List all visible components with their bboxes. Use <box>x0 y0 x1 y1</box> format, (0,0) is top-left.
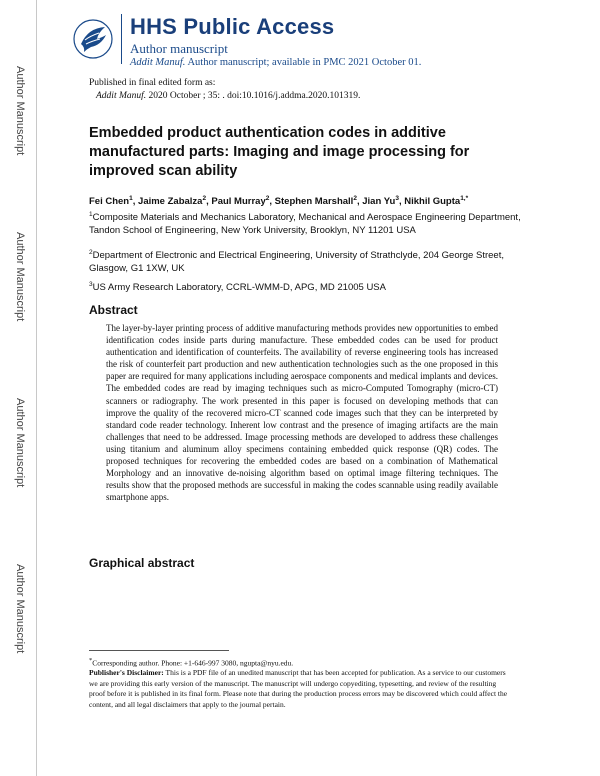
side-label-1: Author Manuscript <box>14 66 26 156</box>
citation-details: 2020 October ; 35: . doi:10.1016/j.addma.2020.101319. <box>148 91 361 101</box>
abstract-heading: Abstract <box>89 303 138 317</box>
author-name: Jian Yu <box>362 196 396 208</box>
hhs-public-access-title: HHS Public Access <box>130 14 335 39</box>
publisher-disclaimer <box>89 668 509 710</box>
affiliation-3: $^3$US Army Research Laboratory, CCRL-WMM-D, APG, MD 21005 USA <box>89 281 386 294</box>
author-list: Fei Chen$^1$, Jaime Zabalza$^2$, Paul Murray$^2$, Stephen Marshall$^2$, Jian Yu$^3$, Nikhil Gupta$^{1,*}$ <box>89 195 469 208</box>
author-sup: 2 <box>353 195 357 202</box>
disclaimer-text: This is a PDF file of an unedited manuscript that has been accepted for publication. As a service to our customers we are providing this early version of the manuscript. The manuscript will undergo copyediting, typesetting, and review of the resulting proof before it is published in its final form. Please note that during the production process errors may be discovered which could affect the content, and all legal disclaimers that apply to the journal pertain. <box>89 668 508 709</box>
author-name: Nikhil Gupta <box>404 196 461 208</box>
abstract-body: The layer-by-layer printing process of additive manufacturing methods provides new opportunities to embed identification codes inside parts during manufacture. These embedded codes can be used for product authentication and identification of counterfeits. The availability of reverse engineering tools has increased the risk of counterfeit part production and new authentication technologies such as the one proposed in this paper are required for many applications including aerospace components and medical implants and devices. The embedded codes are read by imaging techniques such as micro-Computed Tomography (micro-CT) scanners or radiography. The work presented in this paper is focused on developing methods that can improve the quality of the recovered micro-CT scanned code images such that they can be interpreted by standard code reader technology. Inherent low contrast and the presence of imaging artifacts are the main challenges that need to be addressed. Image processing methods are developed to address these challenges using titanium and aluminum alloy specimens containing embedded quick response (QR) codes. The proposed techniques for recovering the embedded codes are based on a combination of Mathematical Morphology and an innovative de-noising algorithm based on optimal image filtering techniques. The results show that the proposed methods are successful in making the codes scannable using readily available smartphone apps. <box>106 323 498 503</box>
affiliation-1: $^1$Composite Materials and Mechanics Laboratory, Mechanical and Aerospace Engineering Department, Tandon School of Engineering, New York University, Brooklyn, NY 11201 USA <box>89 211 521 237</box>
corresponding-author-note: *Corresponding author. Phone: +1-646-997 3080, ngupta@nyu.edu. <box>89 657 294 668</box>
side-label-3: Author Manuscript <box>14 398 26 488</box>
margin-divider <box>36 0 37 776</box>
citation-journal: Addit Manuf. <box>96 91 147 101</box>
article-title: Embedded product authentication codes in additive manufactured parts: Imaging and image processing for improved scan ability <box>89 125 470 179</box>
author-sup: 1 <box>129 195 133 202</box>
availability-text: Author manuscript; available in PMC 2021 October 01. <box>187 57 422 68</box>
side-label-2: Author Manuscript <box>14 232 26 322</box>
author-name: Paul Murray <box>211 196 266 208</box>
hhs-eagle-logo-icon <box>72 18 114 60</box>
footnote-rule <box>89 650 229 651</box>
author-sup: 2 <box>202 195 207 202</box>
author-manuscript-subtitle: Author manuscript <box>130 41 228 56</box>
header-journal: Addit Manuf. <box>130 57 186 68</box>
side-label-4: Author Manuscript <box>14 564 26 654</box>
citation-line <box>96 91 360 101</box>
availability-line <box>130 57 421 68</box>
affiliation-2: $^2$Department of Electronic and Electrical Engineering, University of Strathclyde, 204 George Street, Glasgow, G1 1XW, UK <box>89 249 504 275</box>
author-name: Jaime Zabalza <box>138 196 203 208</box>
author-sup: 2 <box>265 195 270 202</box>
header-divider <box>121 14 122 64</box>
published-label: Published in final edited form as: <box>89 78 216 88</box>
disclaimer-label: Publisher's Disclaimer: <box>89 668 164 677</box>
author-name: Fei Chen <box>89 196 130 208</box>
author-sup: 3 <box>395 195 399 202</box>
author-name: Stephen Marshall <box>274 196 354 208</box>
graphical-abstract-heading: Graphical abstract <box>89 556 195 570</box>
author-sup: 1,* <box>460 195 469 202</box>
